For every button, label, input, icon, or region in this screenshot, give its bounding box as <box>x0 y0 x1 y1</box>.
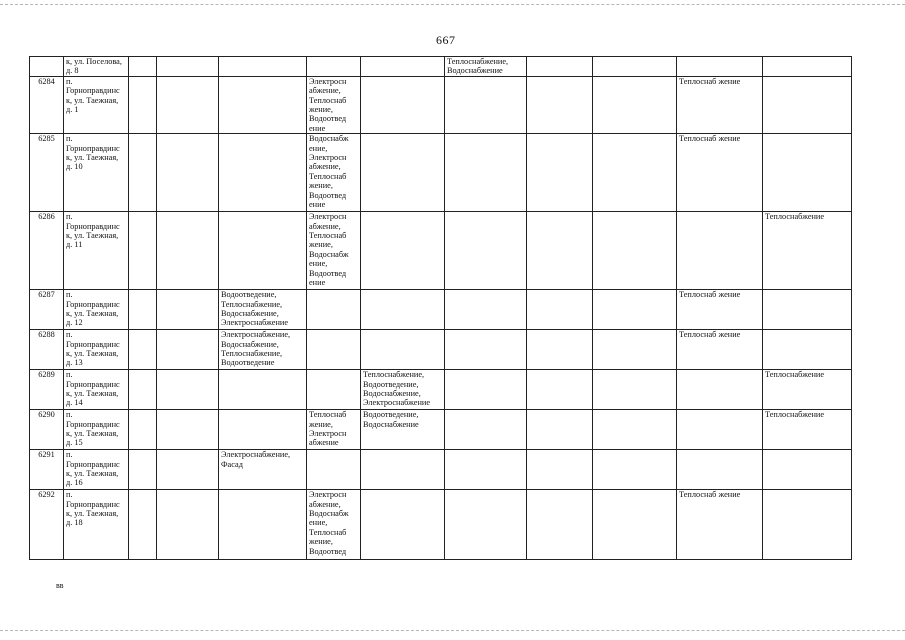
work-type-cell <box>445 370 527 410</box>
work-type-cell <box>361 490 445 560</box>
work-type-cell <box>763 330 852 370</box>
work-type-cell <box>157 410 219 450</box>
work-type-cell <box>157 134 219 212</box>
work-type-cell <box>527 290 593 330</box>
row-number: 6292 <box>30 490 64 560</box>
work-type-cell <box>361 76 445 133</box>
work-type-cell <box>157 212 219 290</box>
work-type-cell: Теплоснабжение <box>763 370 852 410</box>
work-type-cell <box>593 490 677 560</box>
address-cell: п. Горноправдинс к, ул. Таежная, д. 16 <box>64 450 129 490</box>
work-type-cell <box>527 76 593 133</box>
work-type-cell <box>361 330 445 370</box>
table-row <box>30 490 852 560</box>
work-type-cell <box>219 134 307 212</box>
work-type-cell <box>219 490 307 560</box>
work-type-cell <box>129 410 157 450</box>
work-type-cell <box>593 212 677 290</box>
table-row <box>30 330 852 370</box>
work-type-cell <box>677 370 763 410</box>
work-type-cell: Водоотведение, Теплоснабжение, Водоснабжение, Электроснабжение <box>219 290 307 330</box>
work-type-cell: Водоснабж ение, Электросн абжение, Теплоснаб жение, Водоотвед ение <box>307 134 361 212</box>
work-type-cell: Электросн абжение, Теплоснаб жение, Водоотвед ение <box>307 76 361 133</box>
work-type-cell <box>527 370 593 410</box>
work-type-cell: Водоотведение, Водоснабжение <box>361 410 445 450</box>
work-type-cell <box>157 76 219 133</box>
table-row <box>30 410 852 450</box>
work-type-cell: Теплоснаб жение <box>677 290 763 330</box>
address-cell: п. Горноправдинс к, ул. Таежная, д. 13 <box>64 330 129 370</box>
work-type-cell <box>763 57 852 77</box>
work-type-cell <box>763 134 852 212</box>
table-row <box>30 76 852 133</box>
work-type-cell <box>445 450 527 490</box>
work-type-cell <box>593 410 677 450</box>
work-type-cell <box>763 76 852 133</box>
address-cell: п. Горноправдинс к, ул. Таежная, д. 10 <box>64 134 129 212</box>
work-type-cell <box>129 134 157 212</box>
work-type-cell <box>527 490 593 560</box>
work-type-cell <box>129 290 157 330</box>
address-cell: п. Горноправдинс к, ул. Таежная, д. 12 <box>64 290 129 330</box>
work-type-cell <box>361 212 445 290</box>
work-type-cell <box>129 76 157 133</box>
work-type-cell <box>593 57 677 77</box>
work-type-cell <box>593 330 677 370</box>
work-type-cell <box>157 290 219 330</box>
table-row <box>30 212 852 290</box>
work-type-cell <box>677 450 763 490</box>
work-type-cell: Электросн абжение, Теплоснаб жение, Водоснабж ение, Водоотвед ение <box>307 212 361 290</box>
row-number: 6291 <box>30 450 64 490</box>
work-type-cell: Теплоснабжение, Водоотведение, Водоснабжение, Электроснабжение <box>361 370 445 410</box>
work-type-cell <box>219 410 307 450</box>
work-type-cell <box>219 76 307 133</box>
work-type-cell: Теплоснабжение <box>763 212 852 290</box>
work-type-cell <box>219 57 307 77</box>
work-type-cell <box>527 57 593 77</box>
work-type-cell <box>527 212 593 290</box>
work-type-cell <box>593 134 677 212</box>
row-number: 6290 <box>30 410 64 450</box>
work-type-cell <box>129 330 157 370</box>
address-cell: п. Горноправдинс к, ул. Таежная, д. 18 <box>64 490 129 560</box>
work-type-cell <box>445 134 527 212</box>
work-type-cell <box>763 450 852 490</box>
work-type-cell: Теплоснабжение <box>763 410 852 450</box>
work-type-cell <box>527 134 593 212</box>
work-type-cell <box>361 450 445 490</box>
work-type-cell <box>129 450 157 490</box>
work-type-cell: Теплоснаб жение <box>677 490 763 560</box>
work-type-cell <box>361 134 445 212</box>
work-type-cell <box>157 490 219 560</box>
work-type-cell <box>593 370 677 410</box>
work-type-cell <box>129 212 157 290</box>
work-type-cell: Теплоснаб жение <box>677 330 763 370</box>
work-type-cell <box>219 370 307 410</box>
work-type-cell <box>527 450 593 490</box>
row-number: 6285 <box>30 134 64 212</box>
row-number: 6289 <box>30 370 64 410</box>
work-type-cell <box>593 450 677 490</box>
work-type-cell <box>527 410 593 450</box>
work-type-cell: Электросн абжение, Водоснабж ение, Теплоснаб жение, Водоотвед <box>307 490 361 560</box>
work-type-cell <box>307 290 361 330</box>
work-type-cell: Теплоснаб жение, Электросн абжение <box>307 410 361 450</box>
table-row <box>30 450 852 490</box>
work-type-cell <box>307 57 361 77</box>
work-type-cell <box>361 290 445 330</box>
work-type-cell <box>445 330 527 370</box>
work-type-cell <box>445 76 527 133</box>
work-type-cell <box>129 370 157 410</box>
work-type-cell <box>445 290 527 330</box>
work-type-cell <box>677 57 763 77</box>
work-type-cell: Электроснабжение, Фасад <box>219 450 307 490</box>
register-table <box>29 56 852 560</box>
address-cell: п. Горноправдинс к, ул. Таежная, д. 14 <box>64 370 129 410</box>
work-type-cell <box>129 490 157 560</box>
work-type-cell <box>361 57 445 77</box>
address-cell: к, ул. Поселова, д. 8 <box>64 57 129 77</box>
work-type-cell: Теплоснаб жение <box>677 76 763 133</box>
work-type-cell <box>307 330 361 370</box>
work-type-cell <box>307 450 361 490</box>
address-cell: п. Горноправдинс к, ул. Таежная, д. 15 <box>64 410 129 450</box>
table-body <box>30 57 852 560</box>
work-type-cell <box>677 410 763 450</box>
work-type-cell: Теплоснаб жение <box>677 134 763 212</box>
row-number: 6288 <box>30 330 64 370</box>
table-row <box>30 370 852 410</box>
scan-edge-bottom <box>0 630 905 631</box>
work-type-cell <box>219 212 307 290</box>
work-type-cell <box>677 212 763 290</box>
work-type-cell: Теплоснабжение, Водоснабжение <box>445 57 527 77</box>
work-type-cell <box>593 76 677 133</box>
work-type-cell <box>157 450 219 490</box>
page-number: 667 <box>436 33 456 47</box>
work-type-cell <box>129 57 157 77</box>
address-cell: п. Горноправдинс к, ул. Таежная, д. 11 <box>64 212 129 290</box>
work-type-cell <box>527 330 593 370</box>
scan-edge-top <box>0 4 905 5</box>
work-type-cell <box>157 57 219 77</box>
row-number: 6286 <box>30 212 64 290</box>
work-type-cell <box>445 212 527 290</box>
work-type-cell <box>157 330 219 370</box>
table-row <box>30 290 852 330</box>
work-type-cell <box>157 370 219 410</box>
work-type-cell <box>763 290 852 330</box>
row-number: 6287 <box>30 290 64 330</box>
table-row <box>30 134 852 212</box>
work-type-cell <box>307 370 361 410</box>
work-type-cell: Электроснабжение, Водоснабжение, Теплоснабжение, Водоотведение <box>219 330 307 370</box>
work-type-cell <box>763 490 852 560</box>
row-number <box>30 57 64 77</box>
footnote: вв <box>56 581 64 590</box>
work-type-cell <box>445 490 527 560</box>
work-type-cell <box>593 290 677 330</box>
address-cell: п. Горноправдинс к, ул. Таежная, д. 1 <box>64 76 129 133</box>
work-type-cell <box>445 410 527 450</box>
row-number: 6284 <box>30 76 64 133</box>
table-row <box>30 57 852 77</box>
